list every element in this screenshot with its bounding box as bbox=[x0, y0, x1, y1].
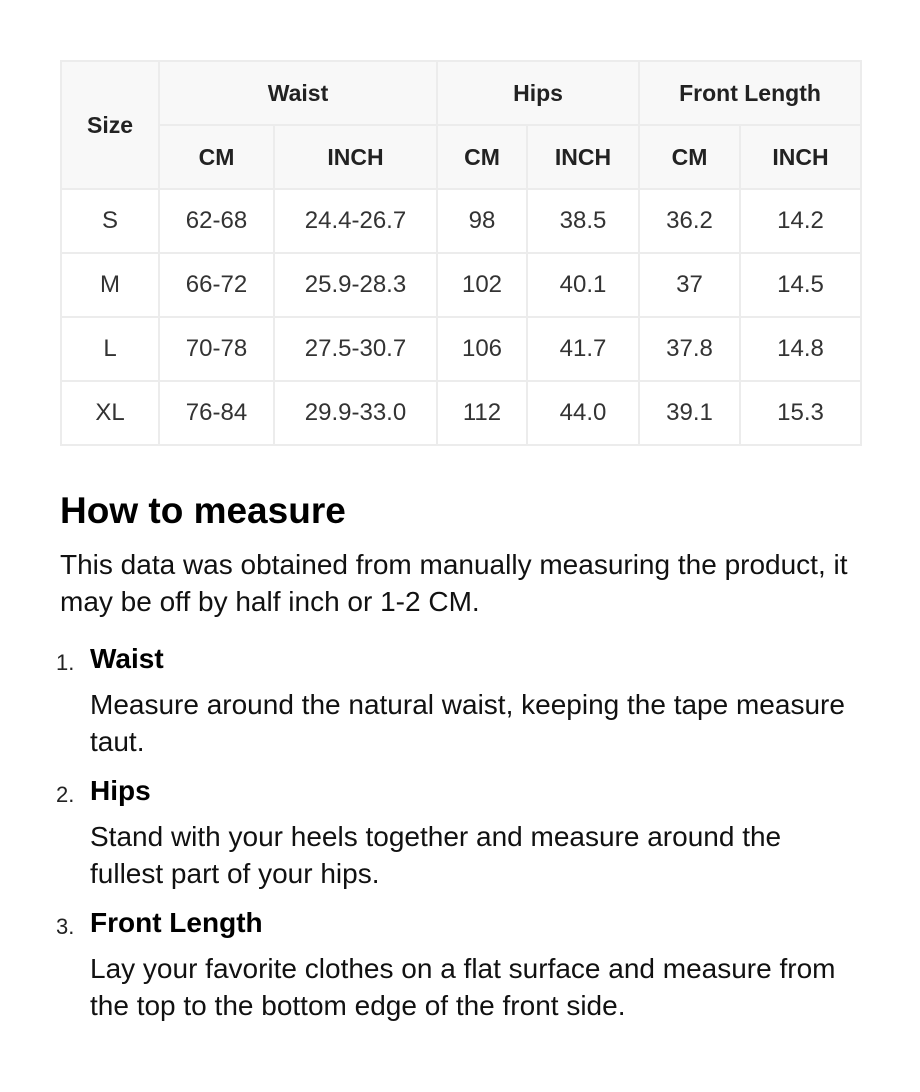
table-cell: 98 bbox=[437, 189, 527, 253]
table-cell: 70-78 bbox=[159, 317, 274, 381]
table-cell: 39.1 bbox=[639, 381, 740, 445]
table-row bbox=[61, 381, 861, 445]
table-header bbox=[61, 61, 861, 189]
table-cell: 41.7 bbox=[527, 317, 639, 381]
header-row-groups bbox=[61, 61, 861, 125]
table-cell: 37 bbox=[639, 253, 740, 317]
table-cell: 37.8 bbox=[639, 317, 740, 381]
table-cell: 44.0 bbox=[527, 381, 639, 445]
measure-intro-text: This data was obtained from manually measuring the product, it may be off by half inch or 1-2 CM. bbox=[60, 549, 848, 617]
unit-header: INCH bbox=[740, 125, 861, 189]
size-cell: S bbox=[61, 189, 159, 253]
unit-header: CM bbox=[159, 125, 274, 189]
measure-steps-list bbox=[56, 642, 860, 1024]
table-cell: 14.8 bbox=[740, 317, 861, 381]
group-header-waist: Waist bbox=[159, 61, 437, 125]
table-cell: 29.9-33.0 bbox=[274, 381, 437, 445]
table-cell: 27.5-30.7 bbox=[274, 317, 437, 381]
step-number: 3. bbox=[56, 914, 75, 939]
table-cell: 106 bbox=[437, 317, 527, 381]
table-cell: 40.1 bbox=[527, 253, 639, 317]
header-row-units bbox=[61, 125, 861, 189]
step-title: Waist bbox=[90, 643, 164, 674]
step-description: Stand with your heels together and measure around the fullest part of your hips. bbox=[90, 821, 782, 889]
table-cell: 15.3 bbox=[740, 381, 861, 445]
unit-header: INCH bbox=[527, 125, 639, 189]
size-chart-table bbox=[60, 60, 862, 446]
unit-header: CM bbox=[639, 125, 740, 189]
table-body bbox=[61, 189, 861, 445]
size-header: Size bbox=[61, 61, 159, 189]
step-title: Front Length bbox=[90, 907, 263, 938]
table-cell: 112 bbox=[437, 381, 527, 445]
how-to-measure-heading: How to measure bbox=[60, 490, 346, 531]
size-cell: L bbox=[61, 317, 159, 381]
table-cell: 36.2 bbox=[639, 189, 740, 253]
table-row bbox=[61, 189, 861, 253]
unit-header: INCH bbox=[274, 125, 437, 189]
table-cell: 14.2 bbox=[740, 189, 861, 253]
table-cell: 102 bbox=[437, 253, 527, 317]
table-row bbox=[61, 317, 861, 381]
unit-header: CM bbox=[437, 125, 527, 189]
table-cell: 38.5 bbox=[527, 189, 639, 253]
table-row bbox=[61, 253, 861, 317]
group-header-front-length: Front Length bbox=[639, 61, 861, 125]
step-description: Lay your favorite clothes on a flat surface and measure from the top to the bottom edge of the front side. bbox=[90, 953, 836, 1021]
table-cell: 14.5 bbox=[740, 253, 861, 317]
size-cell: XL bbox=[61, 381, 159, 445]
step-title: Hips bbox=[90, 775, 151, 806]
table-cell: 24.4-26.7 bbox=[274, 189, 437, 253]
table-cell: 62-68 bbox=[159, 189, 274, 253]
table-cell: 76-84 bbox=[159, 381, 274, 445]
step-description: Measure around the natural waist, keeping the tape measure taut. bbox=[90, 689, 845, 757]
size-cell: M bbox=[61, 253, 159, 317]
table-cell: 25.9-28.3 bbox=[274, 253, 437, 317]
step-number: 2. bbox=[56, 782, 75, 807]
list-item bbox=[56, 774, 860, 892]
table-cell: 66-72 bbox=[159, 253, 274, 317]
list-item bbox=[56, 642, 860, 760]
step-number: 1. bbox=[56, 650, 75, 675]
group-header-hips: Hips bbox=[437, 61, 639, 125]
list-item bbox=[56, 906, 860, 1024]
